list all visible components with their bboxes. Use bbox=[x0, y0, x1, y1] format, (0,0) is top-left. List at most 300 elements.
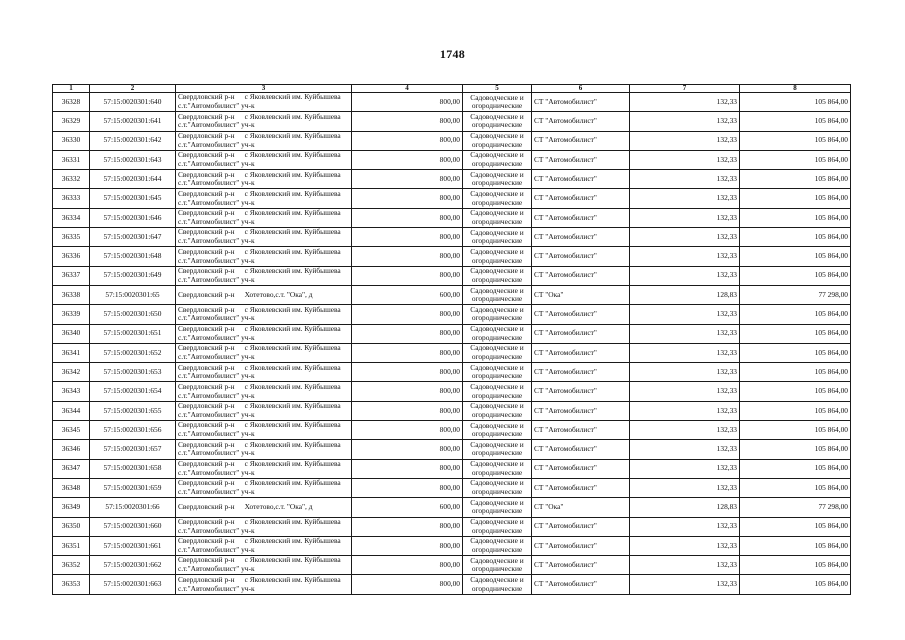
address-locality: с Яковлевский им. Куйбышева bbox=[244, 555, 341, 565]
area-cell: 800,00 bbox=[352, 421, 463, 440]
address-cell bbox=[176, 228, 352, 247]
cadastral-number-cell: 57:15:0020301:66 bbox=[90, 498, 176, 517]
cadastral-number-cell: 57:15:0020301:652 bbox=[90, 343, 176, 362]
table-row bbox=[53, 150, 851, 169]
land-use-line: огороднические bbox=[471, 236, 523, 246]
column-header: 3 bbox=[176, 85, 352, 93]
land-use-line: огороднические bbox=[471, 487, 523, 497]
land-use-cell bbox=[463, 556, 532, 575]
rate-cell: 132,33 bbox=[630, 266, 740, 285]
rate-cell: 132,33 bbox=[630, 305, 740, 324]
row-number-cell: 36332 bbox=[53, 170, 90, 189]
address-locality: с Яковлевский им. Куйбышева bbox=[244, 381, 341, 391]
organization-cell: СТ "Автомобилист" bbox=[532, 517, 630, 536]
table-row bbox=[53, 517, 851, 536]
address-district: Свердловский р-н bbox=[178, 324, 235, 333]
land-use-line: огороднические bbox=[471, 467, 523, 477]
table-row bbox=[53, 536, 851, 555]
address-locality: с Яковлевский им. Куйбышева bbox=[244, 208, 341, 218]
address-cell bbox=[176, 459, 352, 478]
cadastral-value-cell: 105 864,00 bbox=[740, 421, 851, 440]
cadastral-value-cell: 105 864,00 bbox=[740, 343, 851, 362]
land-use-line: огороднические bbox=[471, 332, 523, 342]
address-district: Свердловский р-н bbox=[178, 381, 235, 391]
land-use-line: огороднические bbox=[471, 313, 523, 323]
cadastral-number-cell: 57:15:0020301:644 bbox=[90, 170, 176, 189]
organization-cell: СТ "Автомобилист" bbox=[532, 324, 630, 343]
cadastral-value-cell: 105 864,00 bbox=[740, 459, 851, 478]
address-cell bbox=[176, 112, 352, 131]
table-row bbox=[53, 401, 851, 420]
organization-cell: СТ "Автомобилист" bbox=[532, 363, 630, 382]
land-use-line: Садоводческие и bbox=[470, 497, 524, 507]
land-use-line: Садоводческие и bbox=[470, 92, 524, 102]
row-number-cell: 36337 bbox=[53, 266, 90, 285]
address-district: Свердловский р-н bbox=[178, 555, 235, 565]
land-use-cell bbox=[463, 343, 532, 362]
address-line-2: с.т."Автомобилист" уч-к bbox=[178, 544, 255, 554]
address-district: Свердловский р-н bbox=[178, 501, 235, 511]
cadastral-value-cell: 105 864,00 bbox=[740, 247, 851, 266]
address-district: Свердловский р-н bbox=[178, 92, 235, 102]
land-use-cell bbox=[463, 228, 532, 247]
area-cell: 800,00 bbox=[352, 440, 463, 459]
row-number-cell: 36345 bbox=[53, 421, 90, 440]
land-use-cell bbox=[463, 498, 532, 517]
organization-cell: СТ "Автомобилист" bbox=[532, 266, 630, 285]
address-cell bbox=[176, 131, 352, 150]
area-cell: 800,00 bbox=[352, 112, 463, 131]
address-cell bbox=[176, 440, 352, 459]
land-use-cell bbox=[463, 285, 532, 304]
address-cell bbox=[176, 247, 352, 266]
address-line-2: с.т."Автомобилист" уч-к bbox=[178, 487, 255, 497]
table-row bbox=[53, 112, 851, 131]
organization-cell: СТ "Автомобилист" bbox=[532, 247, 630, 266]
land-use-cell bbox=[463, 440, 532, 459]
page-number: 1748 bbox=[439, 47, 466, 61]
cadastral-number-cell: 57:15:0020301:663 bbox=[90, 575, 176, 594]
area-cell: 800,00 bbox=[352, 93, 463, 112]
address-district: Свердловский р-н bbox=[178, 188, 235, 198]
organization-cell: СТ "Автомобилист" bbox=[532, 112, 630, 131]
table-row bbox=[53, 440, 851, 459]
row-number-cell: 36333 bbox=[53, 189, 90, 208]
cadastral-value-cell: 105 864,00 bbox=[740, 575, 851, 594]
address-cell bbox=[176, 421, 352, 440]
cadastral-value-cell: 105 864,00 bbox=[740, 112, 851, 131]
land-use-line: огороднические bbox=[471, 101, 523, 111]
row-number-cell: 36349 bbox=[53, 498, 90, 517]
table-row bbox=[53, 208, 851, 227]
row-number-cell: 36334 bbox=[53, 208, 90, 227]
area-cell: 800,00 bbox=[352, 324, 463, 343]
area-cell: 800,00 bbox=[352, 363, 463, 382]
land-registry-table bbox=[52, 84, 851, 595]
area-cell: 800,00 bbox=[352, 536, 463, 555]
address-district: Свердловский р-н bbox=[178, 208, 235, 218]
area-cell: 800,00 bbox=[352, 382, 463, 401]
organization-cell: СТ "Автомобилист" bbox=[532, 343, 630, 362]
rate-cell: 132,33 bbox=[630, 517, 740, 536]
address-cell bbox=[176, 382, 352, 401]
cadastral-value-cell: 105 864,00 bbox=[740, 536, 851, 555]
land-use-cell bbox=[463, 305, 532, 324]
land-use-line: Садоводческие и bbox=[470, 536, 524, 546]
row-number-cell: 36338 bbox=[53, 285, 90, 304]
address-district: Свердловский р-н bbox=[178, 362, 235, 372]
land-use-cell bbox=[463, 459, 532, 478]
table-row bbox=[53, 556, 851, 575]
cadastral-number-cell: 57:15:0020301:650 bbox=[90, 305, 176, 324]
organization-cell: СТ "Автомобилист" bbox=[532, 401, 630, 420]
land-use-line: огороднические bbox=[471, 294, 523, 304]
rate-cell: 132,33 bbox=[630, 401, 740, 420]
address-locality: с Яковлевский им. Куйбышева bbox=[244, 420, 341, 430]
address-line-2: с.т."Автомобилист" уч-к bbox=[178, 313, 255, 323]
address-locality: с Яковлевский им. Куйбышева bbox=[244, 401, 341, 411]
row-number-cell: 36343 bbox=[53, 382, 90, 401]
cadastral-value-cell: 105 864,00 bbox=[740, 401, 851, 420]
address-cell bbox=[176, 285, 352, 304]
address-locality: с Яковлевский им. Куйбышева bbox=[244, 536, 341, 546]
address-locality: с Яковлевский им. Куйбышева bbox=[244, 131, 341, 140]
address-line-2: с.т."Автомобилист" уч-к bbox=[178, 352, 255, 361]
rate-cell: 132,33 bbox=[630, 440, 740, 459]
land-use-line: Садоводческие и bbox=[470, 227, 524, 237]
column-header: 5 bbox=[463, 85, 532, 93]
address-locality: с Яковлевский им. Куйбышева bbox=[244, 92, 341, 102]
cadastral-number-cell: 57:15:0020301:65 bbox=[90, 285, 176, 304]
row-number-cell: 36348 bbox=[53, 478, 90, 497]
area-cell: 800,00 bbox=[352, 247, 463, 266]
rate-cell: 132,33 bbox=[630, 93, 740, 112]
land-use-line: огороднические bbox=[471, 448, 523, 458]
land-use-cell bbox=[463, 382, 532, 401]
row-number-cell: 36330 bbox=[53, 131, 90, 150]
cadastral-number-cell: 57:15:0020301:662 bbox=[90, 556, 176, 575]
land-use-line: огороднические bbox=[471, 525, 523, 535]
land-use-line: Садоводческие и bbox=[470, 189, 524, 199]
cadastral-value-cell: 105 864,00 bbox=[740, 189, 851, 208]
rate-cell: 132,33 bbox=[630, 421, 740, 440]
rate-cell: 132,33 bbox=[630, 536, 740, 555]
cadastral-number-cell: 57:15:0020301:641 bbox=[90, 112, 176, 131]
land-use-line: Садоводческие и bbox=[470, 131, 524, 141]
rate-cell: 132,33 bbox=[630, 170, 740, 189]
land-use-line: огороднические bbox=[471, 197, 523, 207]
rate-cell: 128,83 bbox=[630, 498, 740, 517]
address-line-2: с.т."Автомобилист" уч-к bbox=[178, 255, 255, 265]
rate-cell: 132,33 bbox=[630, 324, 740, 343]
rate-cell: 132,33 bbox=[630, 382, 740, 401]
land-use-cell bbox=[463, 401, 532, 420]
cadastral-number-cell: 57:15:0020301:642 bbox=[90, 131, 176, 150]
organization-cell: СТ "Ока" bbox=[532, 498, 630, 517]
address-district: Свердловский р-н bbox=[178, 227, 235, 237]
row-number-cell: 36335 bbox=[53, 228, 90, 247]
organization-cell: СТ "Автомобилист" bbox=[532, 421, 630, 440]
table-row bbox=[53, 324, 851, 343]
rate-cell: 128,83 bbox=[630, 285, 740, 304]
land-use-line: Садоводческие и bbox=[470, 517, 524, 527]
address-line-2: с.т."Автомобилист" уч-к bbox=[178, 197, 255, 207]
address-line-2: с.т."Автомобилист" уч-к bbox=[178, 274, 255, 284]
address-line-2: с.т."Автомобилист" уч-к bbox=[178, 120, 255, 130]
rate-cell: 132,33 bbox=[630, 228, 740, 247]
cadastral-number-cell: 57:15:0020301:646 bbox=[90, 208, 176, 227]
land-use-cell bbox=[463, 170, 532, 189]
address-locality: с Яковлевский им. Куйбышева bbox=[244, 343, 341, 353]
rate-cell: 132,33 bbox=[630, 131, 740, 150]
rate-cell: 132,33 bbox=[630, 363, 740, 382]
address-cell bbox=[176, 150, 352, 169]
column-header: 8 bbox=[740, 85, 851, 93]
area-cell: 800,00 bbox=[352, 170, 463, 189]
area-cell: 800,00 bbox=[352, 517, 463, 536]
organization-cell: СТ "Автомобилист" bbox=[532, 478, 630, 497]
address-locality: с Яковлевский им. Куйбышева bbox=[244, 324, 341, 333]
land-use-line: огороднические bbox=[471, 274, 523, 284]
table-row bbox=[53, 363, 851, 382]
area-cell: 800,00 bbox=[352, 208, 463, 227]
address-district: Свердловский р-н bbox=[178, 420, 235, 430]
land-use-line: Садоводческие и bbox=[470, 150, 524, 160]
column-header: 1 bbox=[53, 85, 90, 93]
row-number-cell: 36344 bbox=[53, 401, 90, 420]
address-district: Свердловский р-н bbox=[178, 246, 235, 256]
address-line-1 bbox=[178, 503, 349, 512]
column-header: 7 bbox=[630, 85, 740, 93]
address-cell bbox=[176, 93, 352, 112]
area-cell: 800,00 bbox=[352, 401, 463, 420]
address-line-2: с.т."Автомобилист" уч-к bbox=[178, 332, 255, 342]
cadastral-value-cell: 105 864,00 bbox=[740, 324, 851, 343]
address-line-1 bbox=[178, 291, 349, 300]
cadastral-number-cell: 57:15:0020301:645 bbox=[90, 189, 176, 208]
land-use-cell bbox=[463, 536, 532, 555]
organization-cell: СТ "Автомобилист" bbox=[532, 150, 630, 169]
land-use-cell bbox=[463, 421, 532, 440]
land-use-line: огороднические bbox=[471, 255, 523, 265]
cadastral-number-cell: 57:15:0020301:660 bbox=[90, 517, 176, 536]
cadastral-value-cell: 105 864,00 bbox=[740, 266, 851, 285]
cadastral-value-cell: 105 864,00 bbox=[740, 440, 851, 459]
rate-cell: 132,33 bbox=[630, 459, 740, 478]
land-use-line: огороднические bbox=[471, 390, 523, 400]
organization-cell: СТ "Автомобилист" bbox=[532, 189, 630, 208]
organization-cell: СТ "Автомобилист" bbox=[532, 536, 630, 555]
cadastral-number-cell: 57:15:0020301:653 bbox=[90, 363, 176, 382]
organization-cell: СТ "Автомобилист" bbox=[532, 228, 630, 247]
land-use-line: Садоводческие и bbox=[470, 246, 524, 256]
area-cell: 600,00 bbox=[352, 285, 463, 304]
address-locality: с Яковлевский им. Куйбышева bbox=[244, 304, 341, 314]
land-use-line: огороднические bbox=[471, 564, 523, 574]
rate-cell: 132,33 bbox=[630, 575, 740, 594]
address-district: Свердловский р-н bbox=[178, 111, 235, 121]
address-locality: с Яковлевский им. Куйбышева bbox=[244, 478, 341, 488]
address-district: Свердловский р-н bbox=[178, 401, 235, 411]
cadastral-number-cell: 57:15:0020301:658 bbox=[90, 459, 176, 478]
row-number-cell: 36346 bbox=[53, 440, 90, 459]
address-line-2: с.т."Автомобилист" уч-к bbox=[178, 448, 255, 458]
land-use-cell bbox=[463, 208, 532, 227]
land-use-line: огороднические bbox=[471, 409, 523, 419]
cadastral-number-cell: 57:15:0020301:648 bbox=[90, 247, 176, 266]
address-locality: Хотетово,с.т. "Ока", д bbox=[244, 289, 313, 299]
table-row bbox=[53, 575, 851, 594]
land-use-line: огороднические bbox=[471, 159, 523, 169]
address-locality: с Яковлевский им. Куйбышева bbox=[244, 111, 341, 121]
address-line-2: с.т."Автомобилист" уч-к bbox=[178, 429, 255, 439]
address-cell bbox=[176, 498, 352, 517]
address-district: Свердловский р-н bbox=[178, 150, 235, 160]
land-use-cell bbox=[463, 363, 532, 382]
land-use-line: Садоводческие и bbox=[470, 420, 524, 430]
address-line-2: с.т."Автомобилист" уч-к bbox=[178, 216, 255, 226]
address-district: Свердловский р-н bbox=[178, 131, 235, 140]
land-use-cell bbox=[463, 517, 532, 536]
cadastral-value-cell: 77 298,00 bbox=[740, 285, 851, 304]
land-use-line: Садоводческие и bbox=[470, 555, 524, 565]
land-use-line: огороднические bbox=[471, 583, 523, 593]
table-row bbox=[53, 421, 851, 440]
land-use-line: огороднические bbox=[471, 429, 523, 439]
address-district: Свердловский р-н bbox=[178, 478, 235, 488]
organization-cell: СТ "Автомобилист" bbox=[532, 208, 630, 227]
land-use-cell bbox=[463, 247, 532, 266]
address-line-2: с.т."Автомобилист" уч-к bbox=[178, 564, 255, 574]
land-use-line: огороднические bbox=[471, 371, 523, 381]
address-cell bbox=[176, 266, 352, 285]
cadastral-number-cell: 57:15:0020301:649 bbox=[90, 266, 176, 285]
address-cell bbox=[176, 208, 352, 227]
address-district: Свердловский р-н bbox=[178, 574, 235, 584]
land-use-line: Садоводческие и bbox=[470, 401, 524, 411]
table-row bbox=[53, 131, 851, 150]
land-use-line: огороднические bbox=[471, 216, 523, 226]
rate-cell: 132,33 bbox=[630, 343, 740, 362]
land-use-line: Садоводческие и bbox=[470, 111, 524, 121]
cadastral-value-cell: 105 864,00 bbox=[740, 363, 851, 382]
organization-cell: СТ "Автомобилист" bbox=[532, 440, 630, 459]
row-number-cell: 36336 bbox=[53, 247, 90, 266]
address-cell bbox=[176, 305, 352, 324]
area-cell: 800,00 bbox=[352, 131, 463, 150]
land-use-cell bbox=[463, 112, 532, 131]
organization-cell: СТ "Автомобилист" bbox=[532, 382, 630, 401]
cadastral-value-cell: 105 864,00 bbox=[740, 478, 851, 497]
address-locality: с Яковлевский им. Куйбышева bbox=[244, 150, 341, 160]
address-cell bbox=[176, 324, 352, 343]
address-line-2: с.т."Автомобилист" уч-к bbox=[178, 139, 255, 149]
address-line-2: с.т."Автомобилист" уч-к bbox=[178, 409, 255, 419]
cadastral-number-cell: 57:15:0020301:654 bbox=[90, 382, 176, 401]
land-use-cell bbox=[463, 575, 532, 594]
area-cell: 800,00 bbox=[352, 150, 463, 169]
address-locality: с Яковлевский им. Куйбышева bbox=[244, 362, 341, 372]
table-row bbox=[53, 93, 851, 112]
cadastral-value-cell: 105 864,00 bbox=[740, 228, 851, 247]
row-number-cell: 36353 bbox=[53, 575, 90, 594]
land-use-line: Садоводческие и bbox=[470, 208, 524, 218]
address-cell bbox=[176, 556, 352, 575]
cadastral-value-cell: 105 864,00 bbox=[740, 150, 851, 169]
land-use-line: Садоводческие и bbox=[470, 382, 524, 391]
cadastral-number-cell: 57:15:0020301:651 bbox=[90, 324, 176, 343]
address-line-2: с.т."Автомобилист" уч-к bbox=[178, 467, 255, 477]
cadastral-value-cell: 77 298,00 bbox=[740, 498, 851, 517]
organization-cell: СТ "Ока" bbox=[532, 285, 630, 304]
address-cell bbox=[176, 363, 352, 382]
land-use-cell bbox=[463, 189, 532, 208]
address-locality: с Яковлевский им. Куйбышева bbox=[244, 246, 341, 256]
land-use-line: Садоводческие и bbox=[470, 439, 524, 449]
cadastral-value-cell: 105 864,00 bbox=[740, 382, 851, 401]
cadastral-value-cell: 105 864,00 bbox=[740, 170, 851, 189]
organization-cell: СТ "Автомобилист" bbox=[532, 459, 630, 478]
address-district: Свердловский р-н bbox=[178, 289, 235, 299]
land-use-cell bbox=[463, 150, 532, 169]
address-line-2: с.т."Автомобилист" уч-к bbox=[178, 390, 255, 400]
table-body bbox=[53, 93, 851, 595]
land-use-cell bbox=[463, 478, 532, 497]
land-use-cell bbox=[463, 266, 532, 285]
address-cell bbox=[176, 478, 352, 497]
rate-cell: 132,33 bbox=[630, 208, 740, 227]
row-number-cell: 36350 bbox=[53, 517, 90, 536]
area-cell: 800,00 bbox=[352, 459, 463, 478]
cadastral-number-cell: 57:15:0020301:657 bbox=[90, 440, 176, 459]
land-use-line: огороднические bbox=[471, 139, 523, 149]
cadastral-number-cell: 57:15:0020301:647 bbox=[90, 228, 176, 247]
organization-cell: СТ "Автомобилист" bbox=[532, 305, 630, 324]
row-number-cell: 36339 bbox=[53, 305, 90, 324]
address-cell bbox=[176, 536, 352, 555]
organization-cell: СТ "Автомобилист" bbox=[532, 556, 630, 575]
cadastral-number-cell: 57:15:0020301:655 bbox=[90, 401, 176, 420]
cadastral-value-cell: 105 864,00 bbox=[740, 131, 851, 150]
table-row bbox=[53, 266, 851, 285]
address-district: Свердловский р-н bbox=[178, 343, 235, 353]
address-district: Свердловский р-н bbox=[178, 459, 235, 468]
address-locality: с Яковлевский им. Куйбышева bbox=[244, 227, 341, 237]
address-locality: с Яковлевский им. Куйбышева bbox=[244, 439, 341, 449]
area-cell: 800,00 bbox=[352, 189, 463, 208]
row-number-cell: 36342 bbox=[53, 363, 90, 382]
land-use-line: Садоводческие и bbox=[470, 478, 524, 488]
address-line-2: с.т."Автомобилист" уч-к bbox=[178, 583, 255, 593]
address-locality: с Яковлевский им. Куйбышева bbox=[244, 459, 341, 468]
land-use-line: огороднические bbox=[471, 178, 523, 188]
area-cell: 600,00 bbox=[352, 498, 463, 517]
address-cell bbox=[176, 517, 352, 536]
table-row bbox=[53, 343, 851, 362]
cadastral-number-cell: 57:15:0020301:656 bbox=[90, 421, 176, 440]
column-header: 2 bbox=[90, 85, 176, 93]
area-cell: 800,00 bbox=[352, 556, 463, 575]
address-district: Свердловский р-н bbox=[178, 439, 235, 449]
row-number-cell: 36351 bbox=[53, 536, 90, 555]
land-use-line: Садоводческие и bbox=[470, 266, 524, 276]
table-row bbox=[53, 382, 851, 401]
row-number-cell: 36352 bbox=[53, 556, 90, 575]
address-locality: с Яковлевский им. Куйбышева bbox=[244, 574, 341, 584]
land-use-line: огороднические bbox=[471, 352, 523, 361]
cadastral-value-cell: 105 864,00 bbox=[740, 305, 851, 324]
land-use-line: Садоводческие и bbox=[470, 169, 524, 179]
